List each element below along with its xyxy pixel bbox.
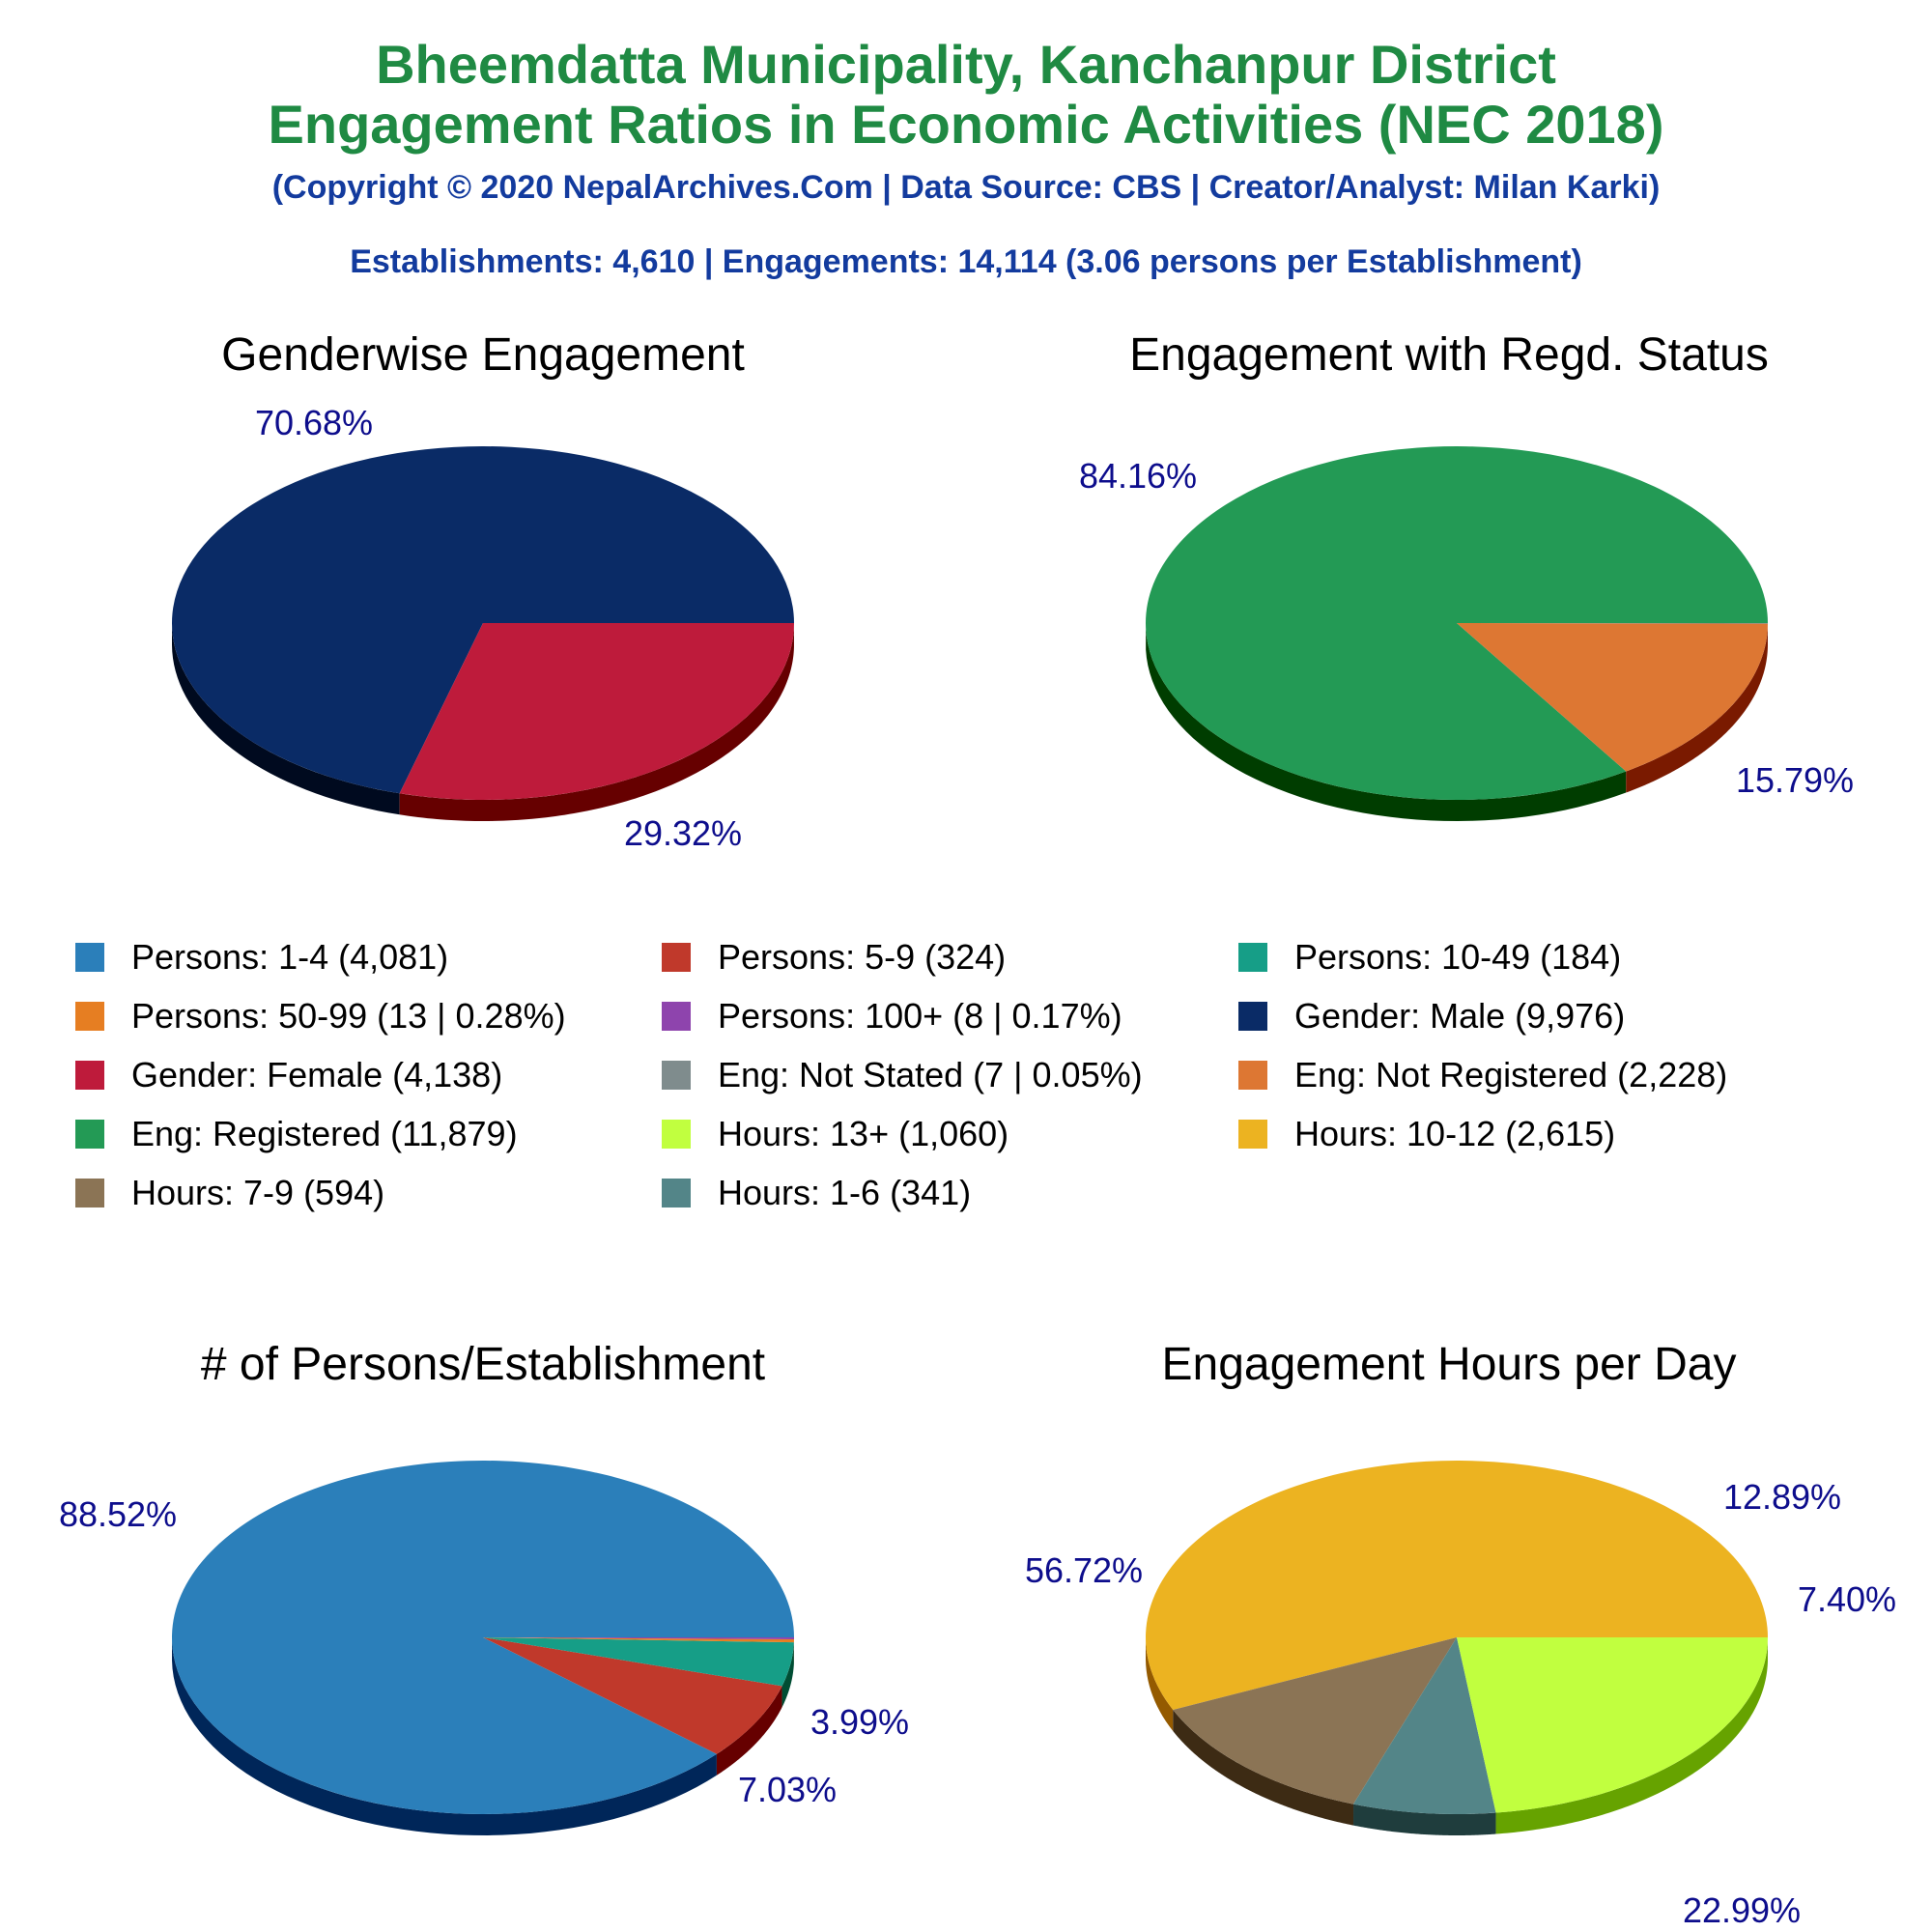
legend-label: Hours: 13+ (1,060) [718,1114,1009,1153]
legend-swatch [662,1179,691,1208]
legend-item [662,1055,1143,1095]
legend-label: Persons: 50-99 (13 | 0.28%) [131,996,566,1036]
legend-label: Persons: 100+ (8 | 0.17%) [718,996,1122,1036]
pie-slice-label: 15.79% [1735,760,1855,800]
pie-slice-label: 29.32% [623,813,743,853]
pie-title-regd-status: Engagement with Regd. Status [1129,329,1769,381]
copyright-note: (Copyright © 2020 NepalArchives.Com | Data Source: CBS | Creator/Analyst: Milan Karki) [271,169,1661,206]
pie-slice-label: 7.40% [1797,1579,1897,1619]
legend-label: Persons: 5-9 (324) [718,937,1007,977]
legend-label: Hours: 1-6 (341) [718,1173,972,1212]
legend-swatch [662,943,691,972]
legend-label: Persons: 10-49 (184) [1294,937,1622,977]
pie-slice-label: 12.89% [1722,1477,1842,1517]
legend-swatch [662,1002,691,1031]
pie-slice-label: 3.99% [810,1702,910,1742]
legend-swatch [75,1002,104,1031]
legend-item [1238,1055,1727,1095]
legend-item [662,937,1006,978]
legend-label: Eng: Registered (11,879) [131,1114,518,1153]
legend-swatch [1238,943,1267,972]
pie-slice-label: 84.16% [1078,456,1198,496]
legend-swatch [1238,1120,1267,1149]
legend-item [1238,996,1625,1037]
legend-item [662,1173,971,1213]
legend-swatch [662,1061,691,1090]
pie-slice-label: 70.68% [254,403,374,442]
legend-item [1238,1114,1615,1154]
legend-item [75,1055,502,1095]
legend-swatch [75,1061,104,1090]
legend-swatch [662,1120,691,1149]
pie-slice-label: 7.03% [737,1770,838,1809]
legend-item [1238,937,1621,978]
pie-title-persons: # of Persons/Establishment [200,1339,766,1390]
legend-label: Eng: Not Stated (7 | 0.05%) [718,1055,1143,1094]
pie-title-gender: Genderwise Engagement [221,329,745,381]
legend-swatch [75,1179,104,1208]
legend-item [75,937,448,978]
legend-swatch [1238,1061,1267,1090]
legend-item [662,996,1122,1037]
legend-label: Persons: 1-4 (4,081) [131,937,449,977]
pie-slice-label: 88.52% [58,1494,178,1534]
legend-swatch [75,1120,104,1149]
legend-item [75,1114,518,1154]
legend-label: Gender: Male (9,976) [1294,996,1626,1036]
pie-slice-label: 56.72% [1024,1550,1144,1590]
pie-slice [1457,1637,1768,1813]
summary-line: Establishments: 4,610 | Engagements: 14,114 (3.06 persons per Establishment) [350,243,1582,280]
legend-label: Hours: 10-12 (2,615) [1294,1114,1616,1153]
chart-title-line1: Bheemdatta Municipality, Kanchanpur District [376,34,1556,95]
legend-item [75,1173,384,1213]
legend-item [662,1114,1009,1154]
chart-title-line2: Engagement Ratios in Economic Activities (NEC 2018) [268,94,1664,155]
legend-swatch [1238,1002,1267,1031]
pie-slice-label: 22.99% [1682,1890,1802,1930]
legend-label: Gender: Female (4,138) [131,1055,503,1094]
legend-swatch [75,943,104,972]
legend-label: Eng: Not Registered (2,228) [1294,1055,1728,1094]
legend-item [75,996,566,1037]
pie-title-hours: Engagement Hours per Day [1161,1339,1737,1390]
legend-label: Hours: 7-9 (594) [131,1173,385,1212]
